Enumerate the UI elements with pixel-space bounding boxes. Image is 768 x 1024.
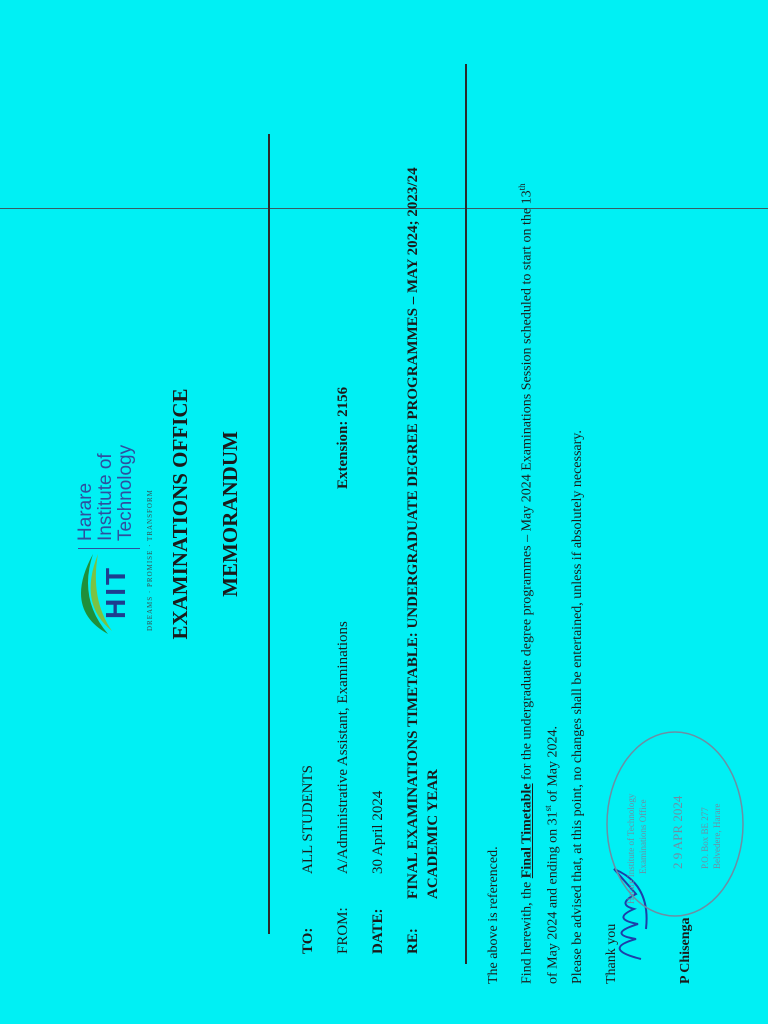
body-paragraph-2: Please be advised that, at this point, no changes shall be entertained, unless if absolutely necessary. (570, 430, 585, 984)
logo-name-line3: Technology (115, 444, 136, 541)
p1-sup1: th (517, 183, 527, 191)
stamp-line2: Examinations Office (638, 799, 648, 874)
date-value: 30 April 2024 (370, 790, 386, 874)
header-rule-top (268, 134, 270, 934)
from-label: FROM: (335, 907, 351, 954)
logo-tagline: DREAMS · PROMISE · TRANSFORM (146, 489, 154, 631)
stamp-line1: Harare Institute of Technology (626, 793, 636, 904)
body-intro: The above is referenced. (486, 846, 501, 984)
official-stamp (600, 724, 750, 924)
scan-line (0, 208, 768, 209)
logo-name-line1: Harare (75, 482, 96, 541)
p1-bold: Final Timetable (519, 783, 535, 879)
header-rule-bottom (465, 64, 467, 964)
date-label: DATE: (370, 908, 386, 954)
stamp-line4: Belvedere, Harare (712, 803, 722, 869)
extension: Extension: 2156 (335, 386, 351, 489)
logo-abbreviation: HIT (100, 564, 131, 619)
logo-name-line2: Institute of (95, 453, 116, 541)
logo-name (76, 445, 136, 541)
to-value: ALL STUDENTS (300, 764, 316, 874)
hit-logo (68, 389, 164, 639)
p1-line2-pre: of May 2024 and ending on 31 (545, 811, 561, 984)
re-line2: ACADEMIC YEAR (425, 769, 441, 899)
office-title: EXAMINATIONS OFFICE (168, 388, 192, 640)
p1-sup2: st (542, 805, 553, 812)
p1-line2-post: of May 2024. (545, 726, 561, 806)
re-label: RE: (405, 928, 421, 954)
stamp-date: 2 9 APR 2024 (670, 795, 685, 869)
stamp-line3: P.O. Box BE 277 (700, 807, 710, 869)
body-paragraph-1 (512, 54, 563, 984)
memo-title: MEMORANDUM (218, 431, 242, 597)
from-value: A/Administrative Assistant, Examinations (335, 621, 351, 874)
p1-text-pre: Find herewith, the (519, 878, 535, 984)
p1-text-mid: for the undergraduate degree programmes – May 2024 Examinations Session scheduled to start on the 13 (519, 190, 535, 784)
logo-divider (78, 548, 140, 549)
to-label: TO: (300, 927, 316, 954)
re-line1: FINAL EXAMINATIONS TIMETABLE: UNDERGRADUATE DEGREE PROGRAMMES – MAY 2024; 2023/24 (405, 167, 421, 899)
signatory-name: P Chisenga (678, 917, 693, 984)
thank-you: Thank you (604, 923, 619, 984)
